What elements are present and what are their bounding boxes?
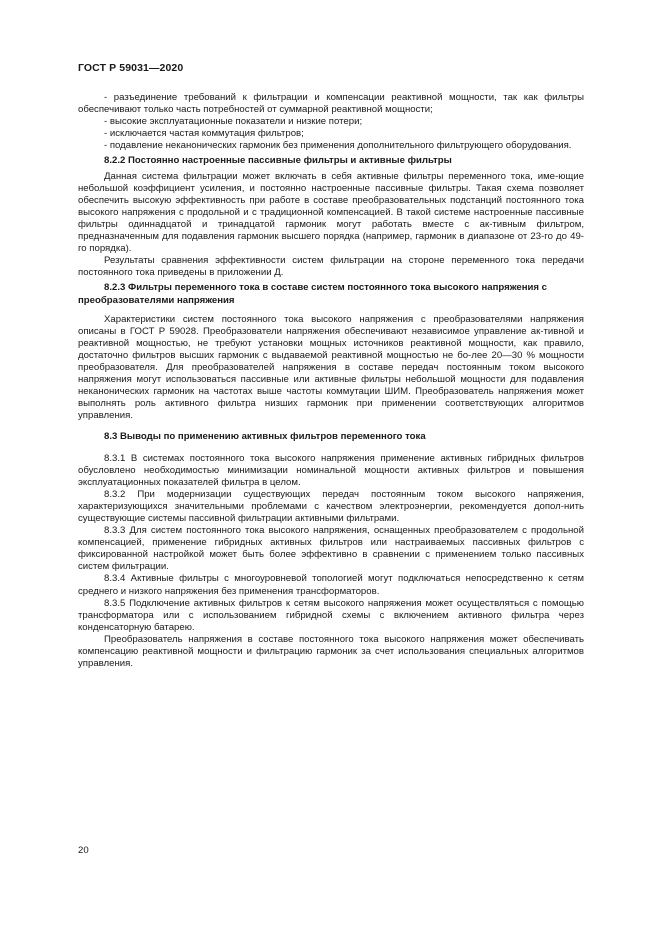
paragraph: Данная система фильтрации может включать в себя активные фильтры переменного тока, име-ющие небольшой коэффициент усиления, и постоянно настроенные пассивные фильтры. Такая схема позволяет обеспечить высокую эффективность при работе в составе преобразовательных подстанций постоянного тока высокого напряжения с продольной и с традиционной компенсацией. В такой системе настроенные пассивные фильтры одиннадцатой и тринадцатой гармоник могут работать вместе с ак-тивным фильтром, предназначенным для подавления гармоник высшего порядка (например, гармоник в диапазоне от 23-го до 49-го порядка). <box>78 170 584 255</box>
paragraph: Преобразователь напряжения в составе постоянного тока высокого напряжения может обеспечивать компенсацию реактивной мощности и фильтрацию гармоник за счет использования специальных алгоритмов управления. <box>78 633 584 670</box>
paragraph: 8.3.1 В системах постоянного тока высокого напряжения применение активных гибридных фильтров обусловлено необходимостью минимизации номинальной мощности активных фильтров и повышения эксплуатационных показателей фильтра в целом. <box>78 452 584 488</box>
paragraph: Характеристики систем постоянного тока высокого напряжения с преобразователями напряжения описаны в ГОСТ Р 59028. Преобразователи напряжения обеспечивают независимое управление ак-тивной и реактивной мощностью, не требуют установки мощных источников реактивной мощности, как правило, достаточно фильтров высших гармоник с выдаваемой реактивной мощностью не бо-лее 20—30 % мощности преобразователя. Для преобразователей напряжения в составе передач постоянным током высокого напряжения могут использоваться пассивные или активные фильтры небольшой мощности для подавления неканонических гармоник на частотах выше частоты коммутации ШИМ. Преобразователь напряжения может выполнять роль активного фильтра низших гармоник при применении соответствующих алгоритмов управления. <box>78 313 584 422</box>
section-heading-8-2-2: 8.2.2 Постоянно настроенные пассивные фильтры и активные фильтры <box>104 155 452 167</box>
list-item: - исключается частая коммутация фильтров; <box>104 128 304 140</box>
list-item: - высокие эксплуатационные показатели и низкие потери; <box>104 116 363 128</box>
paragraph: Результаты сравнения эффективности систем фильтрации на стороне переменного тока передачи постоянного тока приведены в приложении Д. <box>78 255 584 279</box>
paragraph: 8.3.4 Активные фильтры с многоуровневой топологией могут подключаться непосредственно к сетям среднего и низкого напряжения без применения трансформаторов. <box>78 573 584 597</box>
paragraph: 8.3.2 При модернизации существующих передач постоянным током высокого напряжения, характеризующихся значительными проблемами с качеством электроэнергии, рекомендуется допол-нить существующие системы пассивной фильтрации активными фильтрами. <box>78 488 584 524</box>
page-number: 20 <box>78 845 89 856</box>
document-code: ГОСТ Р 59031—2020 <box>78 62 184 74</box>
list-item: - подавление неканонических гармоник без применения дополнительного фильтрующего оборудования. <box>104 140 572 152</box>
section-heading-8-2-3: 8.2.3 Фильтры переменного тока в составе систем постоянного тока высокого напряжения с преобразователями напряжения <box>78 282 548 306</box>
section-heading-8-3: 8.3 Выводы по применению активных фильтров переменного тока <box>104 431 426 443</box>
paragraph: 8.3.3 Для систем постоянного тока высокого напряжения, оснащенных преобразователем с продольной компенсацией, применение гибридных активных фильтров или настраиваемых пассивных фильтров с фиксированной настройкой может быть более эффективно в сравнении с применением только пассивных систем фильтрации. <box>78 525 584 573</box>
document-body <box>78 92 584 670</box>
paragraph: 8.3.5 Подключение активных фильтров к сетям высокого напряжения может осуществляться с помощью трансформатора или с использованием гибридной схемы с включением активного фильтра через конденсаторную батарею. <box>78 597 584 633</box>
list-item: - разъединение требований к фильтрации и компенсации реактивной мощности, так как фильтры обеспечивают только часть потребностей от суммарной реактивной мощности; <box>78 92 584 116</box>
